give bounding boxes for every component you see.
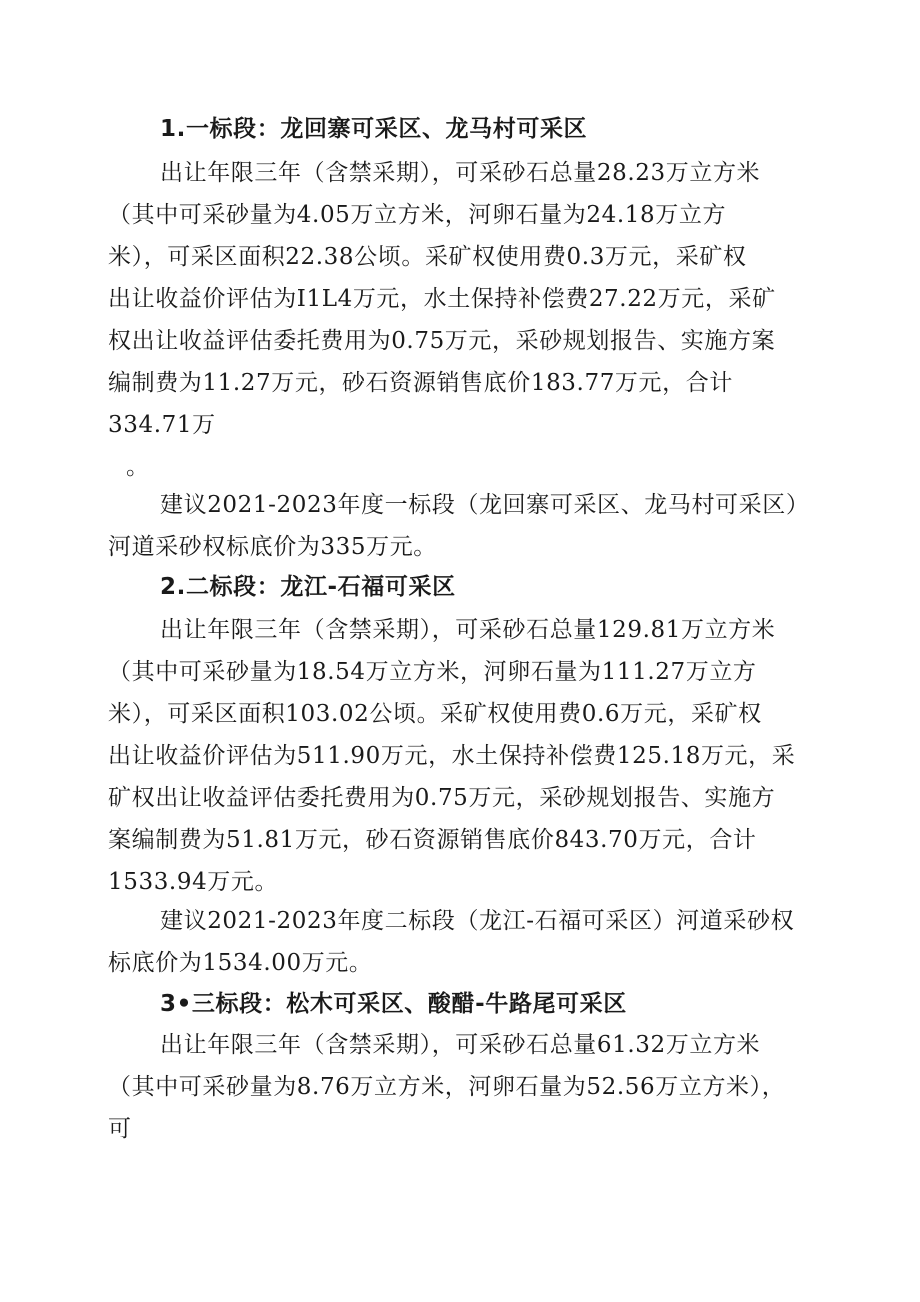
- paragraph-line: 可: [108, 1116, 132, 1142]
- section-2-heading: 2.二标段：龙江-石福可采区: [160, 574, 456, 600]
- paragraph-line: 出让收益价评估为I1L4万元，水土保持补偿费27.22万元，采矿: [108, 286, 776, 312]
- paragraph-line: 权出让收益评估委托费用为0.75万元，采砂规划报告、实施方案: [108, 328, 776, 354]
- paragraph-line: 334.71万: [108, 412, 216, 438]
- paragraph-line: 编制费为11.27万元，砂石资源销售底价183.77万元，合计: [108, 370, 733, 396]
- paragraph-line: 米），可采区面积103.02公顷。采矿权使用费0.6万元，采矿权: [108, 701, 762, 727]
- section-3-heading: 3•三标段：松木可采区、酸醋-牛路尾可采区: [160, 991, 627, 1017]
- paragraph-line: 矿权出让收益评估委托费用为0.75万元，采砂规划报告、实施方: [108, 785, 776, 811]
- paragraph-line: 出让年限三年（含禁采期），可采砂石总量129.81万立方米: [160, 617, 776, 643]
- paragraph-line: 出让年限三年（含禁采期），可采砂石总量61.32万立方米: [160, 1032, 761, 1058]
- paragraph-line: 建议2021-2023年度一标段（龙回寨可采区、龙马村可采区）: [160, 492, 810, 518]
- paragraph-line: 案编制费为51.81万元，砂石资源销售底价843.70万元，合计: [108, 827, 757, 853]
- section-1-heading: 1.一标段：龙回寨可采区、龙马村可采区: [160, 116, 588, 142]
- paragraph-line: 出让年限三年（含禁采期），可采砂石总量28.23万立方米: [160, 160, 761, 186]
- paragraph-line: （其中可采砂量为18.54万立方米，河卵石量为111.27万立方: [108, 659, 757, 685]
- paragraph-line: 1533.94万元。: [108, 869, 279, 895]
- paragraph-line: 河道采砂权标底价为335万元。: [108, 534, 437, 560]
- paragraph-line: 米），可采区面积22.38公顷。采矿权使用费0.3万元，采矿权: [108, 244, 747, 270]
- paragraph-line: 。: [126, 454, 150, 480]
- paragraph-line: （其中可采砂量为4.05万立方米，河卵石量为24.18万立方: [108, 202, 727, 228]
- paragraph-line: 标底价为1534.00万元。: [108, 950, 373, 976]
- paragraph-line: 出让收益价评估为511.90万元，水土保持补偿费125.18万元，采: [108, 743, 796, 769]
- paragraph-line: （其中可采砂量为8.76万立方米，河卵石量为52.56万立方米），: [108, 1074, 786, 1100]
- paragraph-line: 建议2021-2023年度二标段（龙江-石福可采区）河道采砂权: [160, 908, 795, 934]
